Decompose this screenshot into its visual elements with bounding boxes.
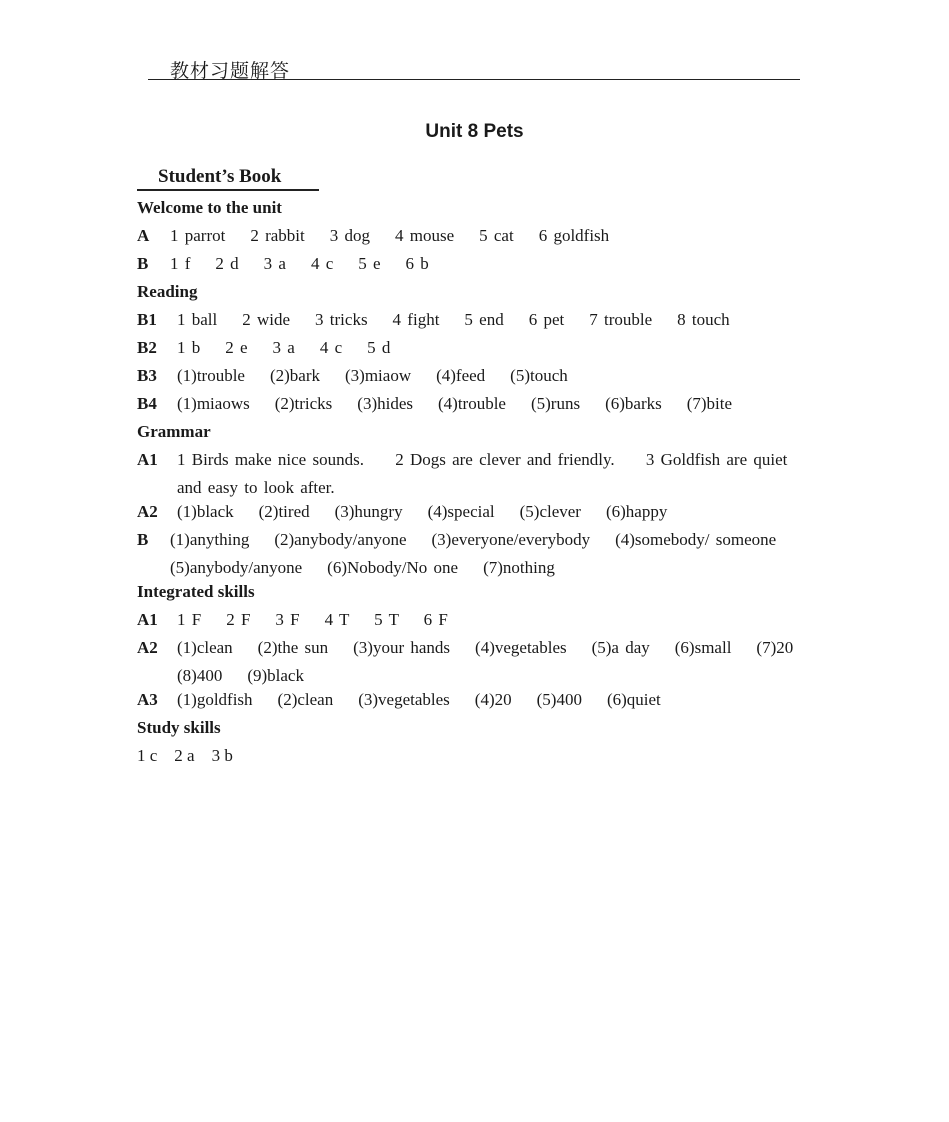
header-rule bbox=[148, 79, 800, 80]
answer-text: 1 b 2 e 3 a 4 c 5 d bbox=[177, 338, 391, 357]
answer-row bbox=[137, 226, 817, 254]
answer-text: (1)miaows (2)tricks (3)hides (4)trouble (5)runs (6)barks (7)bite bbox=[177, 394, 733, 413]
answer-label: B bbox=[137, 530, 149, 549]
section-heading: Integrated skills bbox=[137, 582, 255, 601]
answer-label: A1 bbox=[137, 610, 158, 629]
answer-label: A3 bbox=[137, 690, 158, 709]
answer-label: A2 bbox=[137, 502, 158, 521]
section-heading: Grammar bbox=[137, 422, 211, 441]
section-heading: Welcome to the unit bbox=[137, 198, 282, 217]
answer-label: A2 bbox=[137, 638, 158, 657]
section-heading: Reading bbox=[137, 282, 198, 301]
book-title: Student’s Book bbox=[158, 166, 282, 187]
answer-text: (1)goldfish (2)clean (3)vegetables (4)20 (5)400 (6)quiet bbox=[177, 690, 661, 709]
answer-text: 1 F 2 F 3 F 4 T 5 T 6 F bbox=[177, 610, 448, 629]
answer-label: A1 bbox=[137, 450, 158, 469]
answer-row bbox=[137, 338, 817, 366]
answer-row bbox=[137, 450, 817, 502]
answer-row bbox=[137, 690, 817, 718]
answer-text: (1)anything (2)anybody/anyone (3)everyone/everybody (4)somebody/ someone (5)anybody/anyone (6)Nobody/No one (7)nothing bbox=[170, 530, 802, 577]
answer-label: B bbox=[137, 254, 149, 273]
answer-content bbox=[137, 198, 817, 774]
book-title-underline bbox=[137, 189, 319, 191]
header-title: 教材习题解答 bbox=[170, 60, 291, 82]
answer-row bbox=[137, 638, 817, 690]
answer-text: (1)black (2)tired (3)hungry (4)special (5)clever (6)happy bbox=[177, 502, 668, 521]
answer-row bbox=[137, 394, 817, 422]
answer-label: B3 bbox=[137, 366, 157, 385]
answer-row bbox=[137, 310, 817, 338]
answer-row bbox=[137, 254, 817, 282]
answer-label: A bbox=[137, 226, 150, 245]
answer-label: B2 bbox=[137, 338, 157, 357]
answer-text: 1 Birds make nice sounds. 2 Dogs are clever and friendly. 3 Goldfish are quiet and easy to look after. bbox=[177, 450, 794, 497]
unit-title: Unit 8 Pets bbox=[425, 121, 524, 142]
answer-row bbox=[137, 530, 817, 582]
answer-text: 1 parrot 2 rabbit 3 dog 4 mouse 5 cat 6 goldfish bbox=[170, 226, 610, 245]
answer-text: 1 f 2 d 3 a 4 c 5 e 6 b bbox=[170, 254, 429, 273]
answer-label: B4 bbox=[137, 394, 157, 413]
answer-label: B1 bbox=[137, 310, 157, 329]
answer-row: 1 c 2 a 3 b bbox=[137, 746, 233, 765]
answer-text: (1)clean (2)the sun (3)your hands (4)vegetables (5)a day (6)small (7)20 (8)400 (9)black bbox=[177, 638, 819, 685]
answer-row bbox=[137, 366, 817, 394]
answer-text: (1)trouble (2)bark (3)miaow (4)feed (5)touch bbox=[177, 366, 568, 385]
answer-text: 1 ball 2 wide 3 tricks 4 fight 5 end 6 pet 7 trouble 8 touch bbox=[177, 310, 730, 329]
section-heading: Study skills bbox=[137, 718, 221, 737]
